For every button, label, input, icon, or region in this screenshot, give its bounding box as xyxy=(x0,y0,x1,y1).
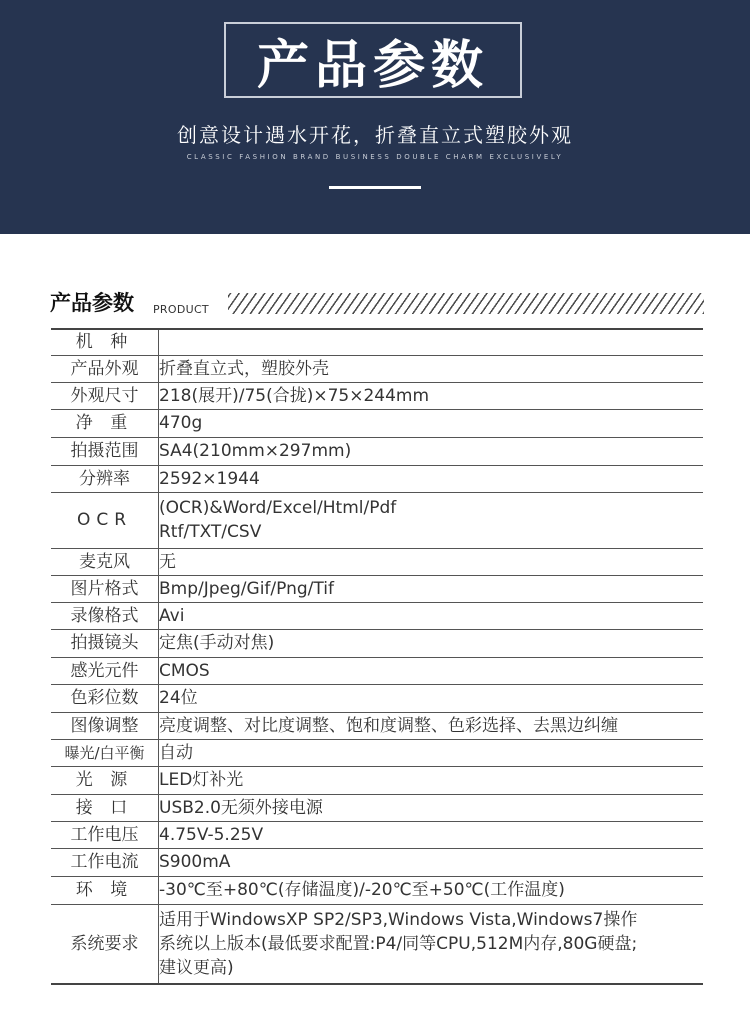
spec-value: 2592×1944 xyxy=(159,468,260,489)
spec-row xyxy=(51,492,703,548)
spec-value: LED灯补光 xyxy=(159,770,244,790)
spec-row xyxy=(51,355,703,382)
spec-label: 净 重 xyxy=(51,409,159,437)
spec-value-line: 建议更高) xyxy=(159,957,234,978)
spec-value xyxy=(159,329,704,355)
section-subtitle: PRODUCT xyxy=(153,303,209,316)
spec-value: 定焦(手动对焦) xyxy=(159,633,275,653)
spec-value xyxy=(159,492,704,548)
spec-row xyxy=(51,904,703,984)
spec-row xyxy=(51,821,703,848)
section-title: 产品参数 xyxy=(50,291,134,315)
spec-value: 折叠直立式，塑胶外壳 xyxy=(159,358,329,379)
spec-row xyxy=(51,657,703,684)
spec-value: S900mA xyxy=(159,852,231,872)
spec-value: SA4(210mm×297mm) xyxy=(159,441,352,461)
spec-label: 图像调整 xyxy=(51,712,159,739)
spec-value-line: 适用于WindowsXP SP2/SP3,Windows Vista,Windows7操作 xyxy=(159,909,638,930)
spec-row xyxy=(51,382,703,409)
banner-title: 产品参数 xyxy=(224,22,522,98)
spec-row xyxy=(51,629,703,657)
spec-value-line: (OCR)&Word/Excel/Html/Pdf xyxy=(159,498,397,518)
spec-row xyxy=(51,602,703,629)
spec-label: 光 源 xyxy=(51,766,159,794)
spec-label: 拍摄镜头 xyxy=(51,629,159,657)
spec-label: 机 种 xyxy=(51,329,159,355)
spec-label: 拍摄范围 xyxy=(51,437,159,465)
spec-value xyxy=(159,904,704,984)
spec-row xyxy=(51,465,703,492)
banner-slogan: 创意设计遇水开花，折叠直立式塑胶外观 xyxy=(177,123,573,147)
spec-value: USB2.0无须外接电源 xyxy=(159,797,323,818)
spec-label: 系统要求 xyxy=(51,904,159,984)
spec-label: 色彩位数 xyxy=(51,684,159,712)
spec-row xyxy=(51,437,703,465)
spec-label: OCR xyxy=(51,492,159,548)
spec-table xyxy=(51,328,703,985)
spec-row xyxy=(51,766,703,794)
hatch-decoration xyxy=(228,293,704,314)
spec-label: 外观尺寸 xyxy=(51,382,159,409)
spec-row xyxy=(51,575,703,602)
spec-value: 无 xyxy=(159,551,176,572)
spec-label: 环 境 xyxy=(51,876,159,904)
spec-row xyxy=(51,548,703,575)
banner-divider xyxy=(329,186,421,189)
spec-row xyxy=(51,794,703,821)
spec-row xyxy=(51,712,703,739)
spec-value: 470g xyxy=(159,413,203,433)
spec-label: 分辨率 xyxy=(51,465,159,492)
spec-label: 感光元件 xyxy=(51,657,159,684)
spec-value: 4.75V-5.25V xyxy=(159,824,264,845)
spec-label: 录像格式 xyxy=(51,602,159,629)
header-banner xyxy=(0,0,750,234)
spec-label: 麦克风 xyxy=(51,548,159,575)
spec-value: Bmp/Jpeg/Gif/Png/Tif xyxy=(159,578,334,599)
spec-row xyxy=(51,684,703,712)
spec-row xyxy=(51,739,703,766)
spec-row xyxy=(51,876,703,904)
spec-value: 24位 xyxy=(159,688,198,708)
spec-value: 亮度调整、对比度调整、饱和度调整、色彩选择、去黑边纠缠 xyxy=(159,715,618,736)
spec-row xyxy=(51,848,703,876)
spec-value: Avi xyxy=(159,605,185,626)
spec-value-line: 系统以上版本(最低要求配置:P4/同等CPU,512M内存,80G硬盘; xyxy=(159,933,638,954)
spec-row xyxy=(51,329,703,355)
spec-label: 图片格式 xyxy=(51,575,159,602)
spec-value: -30℃至+80℃(存储温度)/-20℃至+50℃(工作温度) xyxy=(159,880,565,900)
spec-label: 工作电流 xyxy=(51,848,159,876)
spec-value: 自动 xyxy=(159,742,193,763)
spec-label: 产品外观 xyxy=(51,355,159,382)
spec-value-line: Rtf/TXT/CSV xyxy=(159,522,262,542)
banner-english-line: CLASSIC FASHION BRAND BUSINESS DOUBLE CHARM EXCLUSIVELY xyxy=(186,153,564,161)
spec-row xyxy=(51,409,703,437)
spec-value: CMOS xyxy=(159,660,210,681)
spec-label: 接 口 xyxy=(51,794,159,821)
spec-label: 曝光/白平衡 xyxy=(51,739,159,766)
spec-value: 218(展开)/75(合拢)×75×244mm xyxy=(159,385,430,406)
spec-label: 工作电压 xyxy=(51,821,159,848)
